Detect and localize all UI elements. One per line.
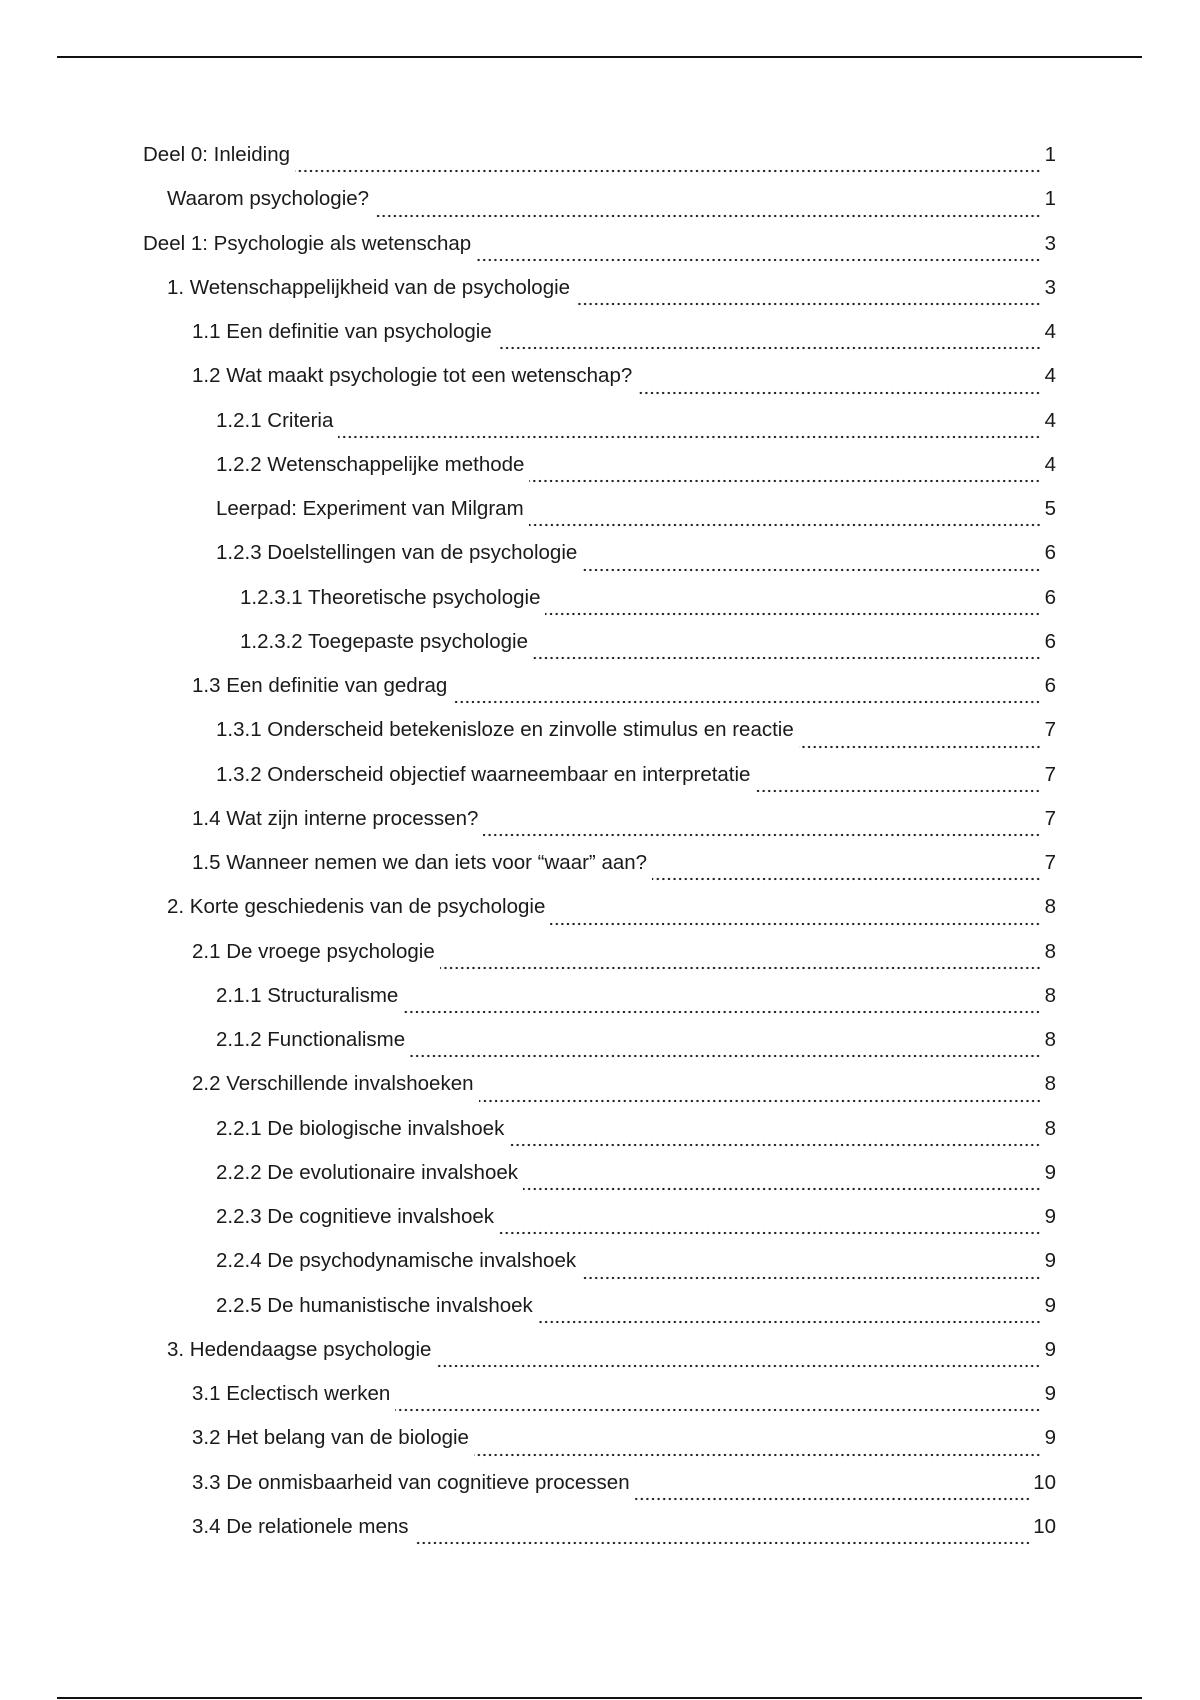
toc-entry-title[interactable]: 1.4 Wat zijn interne processen? [192, 806, 479, 830]
toc-entry-page-number[interactable]: 9 [1044, 1337, 1056, 1361]
toc-dot-leader [529, 479, 1041, 483]
toc-entry[interactable] [143, 229, 1056, 273]
toc-entry-page-number[interactable]: 8 [1044, 1028, 1056, 1051]
toc-entry[interactable] [143, 361, 1056, 405]
toc-entry-title[interactable]: 2. Korte geschiedenis van de psychologie [167, 895, 546, 919]
toc-entry[interactable] [143, 1158, 1056, 1202]
toc-dot-leader [637, 391, 1041, 395]
toc-dot-leader [581, 1276, 1041, 1280]
toc-entry-title[interactable]: 1.3 Een definitie van gedrag [192, 674, 448, 697]
toc-entry[interactable] [143, 715, 1056, 759]
toc-entry-page-number[interactable]: 7 [1044, 762, 1056, 786]
toc-entry-page-number[interactable]: 8 [1044, 1072, 1056, 1096]
toc-entry[interactable] [143, 937, 1056, 981]
toc-dot-leader [436, 1364, 1041, 1368]
toc-dot-leader [755, 789, 1041, 793]
toc-dot-leader [575, 302, 1041, 306]
toc-entry-title[interactable]: 3.3 De onmisbaarheid van cognitieve processen [192, 1470, 630, 1494]
toc-entry-page-number[interactable]: 4 [1044, 408, 1056, 432]
toc-entry[interactable] [143, 1291, 1056, 1335]
header-rule [57, 56, 1142, 58]
toc-entry-page-number[interactable]: 3 [1044, 275, 1056, 299]
toc-dot-leader [652, 877, 1041, 881]
toc-entry[interactable] [143, 981, 1056, 1025]
toc-entry-page-number[interactable]: 9 [1044, 1205, 1056, 1228]
toc-entry-page-number[interactable]: 6 [1044, 674, 1056, 697]
toc-entry-page-number[interactable]: 6 [1044, 585, 1056, 609]
toc-entry[interactable] [143, 494, 1056, 538]
toc-entry-page-number[interactable]: 4 [1044, 320, 1056, 343]
toc-dot-leader [403, 1010, 1041, 1014]
toc-entry[interactable] [143, 627, 1056, 671]
toc-entry-page-number[interactable]: 6 [1044, 541, 1056, 565]
toc-entry[interactable] [143, 804, 1056, 848]
toc-entry-title[interactable]: 3. Hedendaagse psychologie [167, 1337, 432, 1361]
toc-dot-leader [538, 1320, 1041, 1324]
toc-entry-page-number[interactable]: 8 [1044, 895, 1056, 919]
toc-dot-leader [509, 1143, 1041, 1147]
toc-entry-page-number[interactable]: 9 [1044, 1293, 1056, 1317]
toc-entry-page-number[interactable]: 9 [1044, 1249, 1056, 1273]
toc-entry-page-number[interactable]: 6 [1044, 629, 1056, 653]
toc-entry-page-number[interactable]: 7 [1044, 806, 1056, 830]
toc-entry-title[interactable]: 2.2.4 De psychodynamische invalshoek [216, 1249, 577, 1273]
toc-entry-title[interactable]: 1.2.3.1 Theoretische psychologie [240, 585, 541, 609]
toc-dot-leader [529, 523, 1041, 527]
toc-entry-title[interactable]: Deel 0: Inleiding [143, 143, 291, 166]
toc-entry-title[interactable]: 2.2.1 De biologische invalshoek [216, 1116, 505, 1140]
toc-entry-title[interactable]: 2.1 De vroege psychologie [192, 939, 435, 963]
toc-dot-leader [452, 700, 1041, 704]
toc-entry-page-number[interactable]: 4 [1044, 364, 1056, 388]
toc-entry-title[interactable]: 1.2.3 Doelstellingen van de psychologie [216, 541, 578, 565]
toc-dot-leader [545, 612, 1041, 616]
toc-entry-page-number[interactable]: 1 [1044, 187, 1056, 211]
toc-dot-leader [479, 1099, 1042, 1103]
toc-entry-title[interactable]: Waarom psychologie? [167, 187, 370, 211]
toc-dot-leader [295, 169, 1041, 173]
toc-entry[interactable] [143, 1246, 1056, 1290]
toc-entry[interactable] [143, 1335, 1056, 1379]
toc-dot-leader [533, 656, 1041, 660]
toc-entry-title[interactable]: 1.2.2 Wetenschappelijke methode [216, 452, 525, 476]
toc-dot-leader [395, 1408, 1041, 1412]
toc-dot-leader [476, 258, 1041, 262]
toc-entry-title[interactable]: 3.4 De relationele mens [192, 1514, 409, 1538]
toc-entry[interactable] [143, 1512, 1056, 1556]
toc-dot-leader [440, 966, 1041, 970]
toc-entry[interactable] [143, 848, 1056, 892]
toc-entry-title[interactable]: Deel 1: Psychologie als wetenschap [143, 231, 472, 255]
toc-dot-leader [414, 1541, 1031, 1545]
toc-entry[interactable] [143, 671, 1056, 715]
toc-entry[interactable] [143, 583, 1056, 627]
toc-entry-page-number[interactable]: 7 [1044, 851, 1056, 874]
toc-entry[interactable] [143, 184, 1056, 228]
toc-entry-page-number[interactable]: 10 [1033, 1514, 1056, 1538]
toc-entry-page-number[interactable]: 8 [1044, 983, 1056, 1007]
toc-entry-page-number[interactable]: 9 [1044, 1426, 1056, 1450]
toc-entry-title[interactable]: 1.2.1 Criteria [216, 408, 334, 432]
toc-entry-page-number[interactable]: 8 [1044, 939, 1056, 963]
toc-entry-title[interactable]: 1.3.1 Onderscheid betekenisloze en zinvolle stimulus en reactie [216, 718, 794, 742]
toc-dot-leader [338, 435, 1041, 439]
toc-entry-title[interactable]: 2.2.5 De humanistische invalshoek [216, 1293, 533, 1317]
toc-entry-title[interactable]: 2.2.2 De evolutionaire invalshoek [216, 1160, 518, 1184]
toc-entry-page-number[interactable]: 10 [1033, 1470, 1056, 1494]
toc-entry[interactable] [143, 892, 1056, 936]
toc-entry[interactable] [143, 140, 1056, 184]
toc-entry-title[interactable]: 3.1 Eclectisch werken [192, 1382, 391, 1405]
toc-dot-leader [474, 1453, 1041, 1457]
footer-rule [57, 1697, 1142, 1699]
toc-entry[interactable] [143, 1025, 1056, 1069]
toc-entry-page-number[interactable]: 8 [1044, 1116, 1056, 1140]
toc-dot-leader [799, 745, 1041, 749]
toc-entry-title[interactable]: 1.2.3.2 Toegepaste psychologie [240, 629, 528, 653]
toc-entry-page-number[interactable]: 5 [1044, 497, 1056, 520]
toc-entry-title[interactable]: 2.1.1 Structuralisme [216, 983, 399, 1007]
toc-dot-leader [483, 833, 1041, 837]
toc-entry-title[interactable]: 1. Wetenschappelijkheid van de psychologie [167, 275, 571, 299]
toc-entry-title[interactable]: 1.1 Een definitie van psychologie [192, 320, 492, 343]
toc-entry-title[interactable]: 2.2 Verschillende invalshoeken [192, 1072, 474, 1096]
toc-entry[interactable] [143, 273, 1056, 317]
toc-entry-title[interactable]: Leerpad: Experiment van Milgram [216, 497, 524, 520]
toc-entry[interactable] [143, 406, 1056, 450]
toc-entry-page-number[interactable]: 1 [1044, 143, 1056, 166]
toc-entry[interactable] [143, 1423, 1056, 1467]
toc-dot-leader [374, 214, 1041, 218]
toc-entry-page-number[interactable]: 9 [1044, 1382, 1056, 1405]
toc-entry[interactable] [143, 1069, 1056, 1113]
toc-entry[interactable] [143, 1379, 1056, 1423]
toc-dot-leader [499, 1231, 1041, 1235]
toc-dot-leader [410, 1054, 1041, 1058]
toc-entry-title[interactable]: 2.2.3 De cognitieve invalshoek [216, 1205, 495, 1228]
toc-entry-page-number[interactable]: 9 [1044, 1160, 1056, 1184]
toc-entry-page-number[interactable]: 7 [1044, 718, 1056, 742]
toc-entry-page-number[interactable]: 4 [1044, 452, 1056, 476]
toc-entry[interactable] [143, 1468, 1056, 1512]
toc-dot-leader [523, 1187, 1041, 1191]
toc-dot-leader [635, 1497, 1031, 1501]
toc-entry-page-number[interactable]: 3 [1044, 231, 1056, 255]
toc-entry-title[interactable]: 1.3.2 Onderscheid objectief waarneembaar en interpretatie [216, 762, 751, 786]
toc-entry-title[interactable]: 1.5 Wanneer nemen we dan iets voor “waar” aan? [192, 851, 648, 874]
toc-entry-title[interactable]: 1.2 Wat maakt psychologie tot een wetenschap? [192, 364, 633, 388]
table-of-contents [143, 140, 1056, 1556]
toc-entry-title[interactable]: 2.1.2 Functionalisme [216, 1028, 406, 1051]
toc-dot-leader [497, 346, 1041, 350]
toc-entry[interactable] [143, 450, 1056, 494]
toc-dot-leader [550, 922, 1041, 926]
toc-entry[interactable] [143, 1114, 1056, 1158]
toc-entry-title[interactable]: 3.2 Het belang van de biologie [192, 1426, 469, 1450]
toc-entry[interactable] [143, 1202, 1056, 1246]
toc-entry[interactable] [143, 317, 1056, 361]
toc-dot-leader [582, 568, 1041, 572]
toc-entry[interactable] [143, 538, 1056, 582]
toc-entry[interactable] [143, 760, 1056, 804]
